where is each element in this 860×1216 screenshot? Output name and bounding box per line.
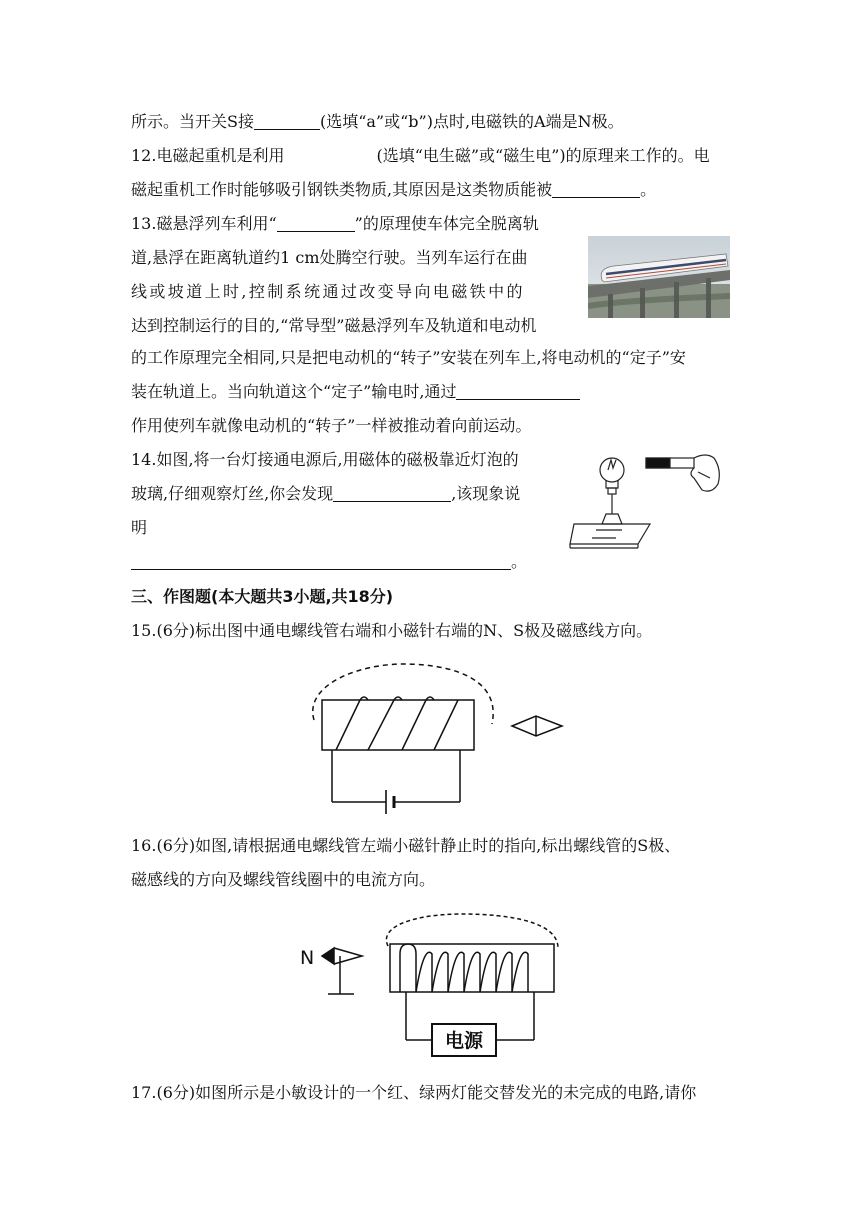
q15-text: 15.(6分)标出图中通电螺线管右端和小磁针右端的N、S极及磁感线方向。	[131, 621, 653, 640]
needle-label-n: N	[300, 947, 315, 969]
power-source-label: 电源	[444, 1030, 484, 1052]
q13-blank-1[interactable]	[277, 213, 355, 232]
solenoid-figure-q16	[296, 910, 572, 1064]
q14-blank-2[interactable]	[131, 551, 511, 570]
q13-line7: 作用使列车就像电动机的“转子”一样被推动着向前运动。	[131, 416, 532, 435]
q14-blank-1[interactable]	[333, 483, 451, 502]
q11-line1: 所示。当开关S接 (选填“a”或“b”)点时,电磁铁的A端是N极。	[131, 112, 624, 131]
q14-line3: 明	[131, 518, 148, 537]
q14-line4: 。	[131, 550, 527, 574]
q12-line2: 磁起重机工作时能够吸引钢铁类物质,其原因是这类物质能被 。	[131, 180, 657, 199]
section-heading: 三、作图题(本大题共3小题,共18分)	[131, 587, 394, 606]
q11-blank[interactable]	[254, 111, 320, 130]
q13-line4: 达到控制运行的目的,“常导型”磁悬浮列车及轨道和电动机	[131, 316, 537, 335]
q12-blank-1[interactable]	[284, 145, 376, 164]
coil-turn	[336, 700, 360, 750]
q13-line1: 13.磁悬浮列车利用“ ”的原理使车体完全脱离轨	[131, 214, 539, 233]
lamp-magnet-figure	[566, 448, 736, 552]
solenoid-figure-q15	[296, 658, 572, 820]
q16-line1: 16.(6分)如图,请根据通电螺线管左端小磁针静止时的指向,标出螺线管的S极、	[131, 836, 681, 855]
q13-line6: 装在轨道上。当向轨道这个“定子”输电时,通过	[131, 380, 580, 404]
q16-line2: 磁感线的方向及螺线管线圈中的电流方向。	[131, 870, 436, 889]
q12-blank-2[interactable]	[552, 179, 640, 198]
q14-line1: 14.如图,将一台灯接通电源后,用磁体的磁极靠近灯泡的	[131, 450, 519, 469]
q13-line3: 线或坡道上时,控制系统通过改变导向电磁铁中的	[131, 282, 525, 301]
q17-text: 17.(6分)如图所示是小敏设计的一个红、绿两灯能交替发光的未完成的电路,请你	[131, 1083, 697, 1102]
q13-line5: 的工作原理完全相同,只是把电动机的“转子”安装在列车上,将电动机的“定子”安	[131, 348, 686, 367]
q13-line2: 道,悬浮在距离轨道约1 cm处腾空行驶。当列车运行在曲	[131, 248, 528, 267]
maglev-train-photo	[588, 236, 730, 318]
q14-line2: 玻璃,仔细观察灯丝,你会发现 ,该现象说	[131, 484, 521, 503]
q13-blank-2[interactable]	[456, 381, 580, 400]
q12-line1: 12.电磁起重机是利用 (选填“电生磁”或“磁生电”)的原理来工作的。电	[131, 146, 710, 165]
